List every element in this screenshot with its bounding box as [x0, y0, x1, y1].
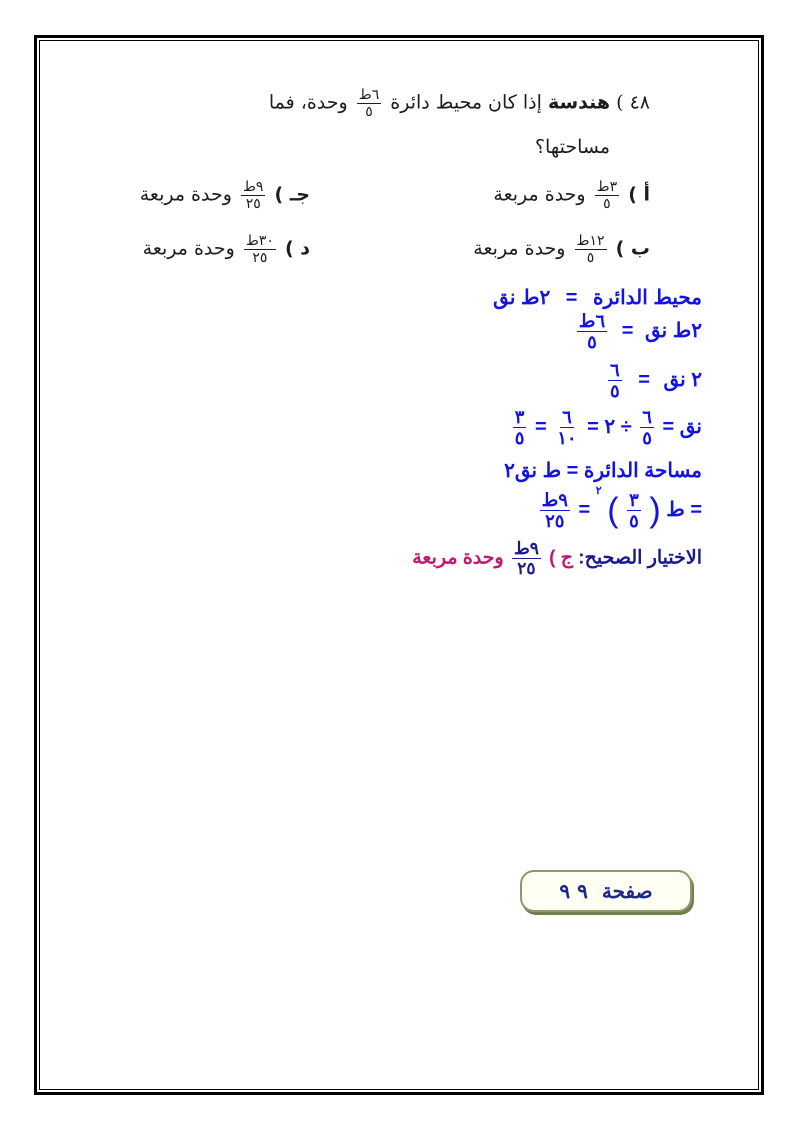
equals-sign: = — [621, 319, 634, 342]
fraction-numerator: ٩ط — [541, 490, 568, 511]
formula-lhs: ٢ نق — [663, 368, 702, 391]
solution-fraction — [627, 491, 641, 530]
equals-sign: = — [578, 499, 591, 521]
solution-fraction — [640, 408, 654, 447]
option-fraction — [575, 234, 607, 265]
solution-fraction — [540, 491, 570, 530]
correct-answer — [412, 540, 702, 577]
option-a — [493, 180, 650, 211]
question-text-after: وحدة، فما — [268, 91, 348, 114]
fraction-denominator: ٥ — [587, 332, 597, 352]
answer-unit: وحدة مربعة — [412, 547, 504, 569]
fraction-denominator: ٥ — [642, 428, 652, 448]
radius-lhs: نق = — [662, 415, 702, 438]
question-subject: هندسة — [547, 91, 611, 114]
fraction-denominator: ٥ — [609, 381, 620, 401]
option-letter: ب ) — [615, 237, 650, 260]
solution-fraction — [608, 361, 622, 400]
solution-line-4 — [510, 408, 702, 447]
circumference-fraction — [357, 88, 381, 119]
fraction-numerator: ١٢ط — [576, 233, 605, 249]
option-c — [140, 180, 310, 211]
solution-fraction — [513, 408, 527, 447]
solution-fraction — [555, 408, 578, 447]
fraction-denominator: ٥ — [586, 250, 595, 266]
paren-open: ( — [649, 491, 661, 530]
equals-sign: = — [565, 287, 578, 309]
option-fraction — [595, 180, 619, 211]
question-line-2: مساحتها؟ — [534, 136, 610, 158]
fraction-numerator: ٩ط — [513, 539, 539, 558]
fraction-numerator: ٦ط — [358, 87, 380, 103]
option-unit: وحدة مربعة — [493, 183, 586, 206]
formula-rhs: ٢ط نق — [493, 287, 551, 309]
area-lhs: = ط — [666, 499, 702, 521]
fraction-numerator: ٦ — [642, 407, 652, 427]
fraction-denominator: ٢٥ — [245, 196, 261, 212]
division-op: ÷ ٢ = — [587, 415, 632, 438]
equals-sign: = — [535, 415, 547, 438]
fraction-numerator: ٣ — [514, 407, 525, 427]
solution-line-3 — [605, 361, 702, 400]
fraction-denominator: ٥ — [603, 196, 611, 212]
fraction-numerator: ٦ط — [578, 311, 606, 331]
question-text-before: إذا كان محيط دائرة — [390, 91, 542, 114]
option-unit: وحدة مربعة — [142, 237, 235, 260]
fraction-denominator: ٢٥ — [517, 559, 536, 578]
exponent: ٢ — [595, 485, 602, 497]
fraction-denominator: ١٠ — [557, 428, 577, 448]
question-number: ٤٨ ) — [616, 91, 650, 114]
solution-line-1 — [493, 285, 702, 310]
option-unit: وحدة مربعة — [473, 237, 566, 260]
fraction-denominator: ٥ — [365, 104, 373, 120]
option-fraction — [241, 180, 265, 211]
option-d — [143, 234, 310, 265]
fraction-denominator: ٢٥ — [252, 250, 268, 266]
fraction-numerator: ٣ط — [596, 179, 618, 195]
circumference-label: محيط الدائرة — [593, 287, 702, 309]
option-b — [473, 234, 650, 265]
answer-label: الاختيار الصحيح: — [578, 547, 702, 569]
page-number-badge — [520, 870, 692, 912]
solution-line-6 — [537, 484, 702, 530]
paren-close: ) — [607, 491, 619, 530]
answer-letter: ج ) — [549, 547, 573, 569]
option-letter: جـ ) — [274, 183, 310, 206]
fraction-numerator: ٦ — [562, 407, 572, 427]
fraction-denominator: ٥ — [629, 511, 639, 532]
fraction-numerator: ٩ط — [242, 179, 264, 195]
question-line-1 — [269, 88, 650, 119]
fraction-numerator: ٦ — [609, 360, 620, 380]
option-letter: أ ) — [628, 183, 650, 206]
equals-sign: = — [638, 368, 650, 391]
solution-line-5: مساحة الدائرة = ط نق٢ — [504, 460, 702, 482]
page-label: صفحة — [601, 879, 653, 903]
option-letter: د ) — [284, 237, 310, 260]
option-fraction — [244, 234, 276, 265]
formula-lhs: ٢ط نق — [644, 319, 702, 342]
fraction-denominator: ٢٥ — [545, 511, 565, 532]
fraction-numerator: ٣٠ط — [245, 233, 274, 249]
option-unit: وحدة مربعة — [139, 183, 232, 206]
fraction-denominator: ٥ — [514, 428, 525, 448]
answer-fraction — [512, 540, 541, 577]
solution-line-2 — [574, 312, 702, 351]
fraction-numerator: ٣ — [629, 490, 639, 511]
solution-fraction — [577, 312, 607, 351]
page-number: ٩ ٩ — [559, 879, 588, 903]
